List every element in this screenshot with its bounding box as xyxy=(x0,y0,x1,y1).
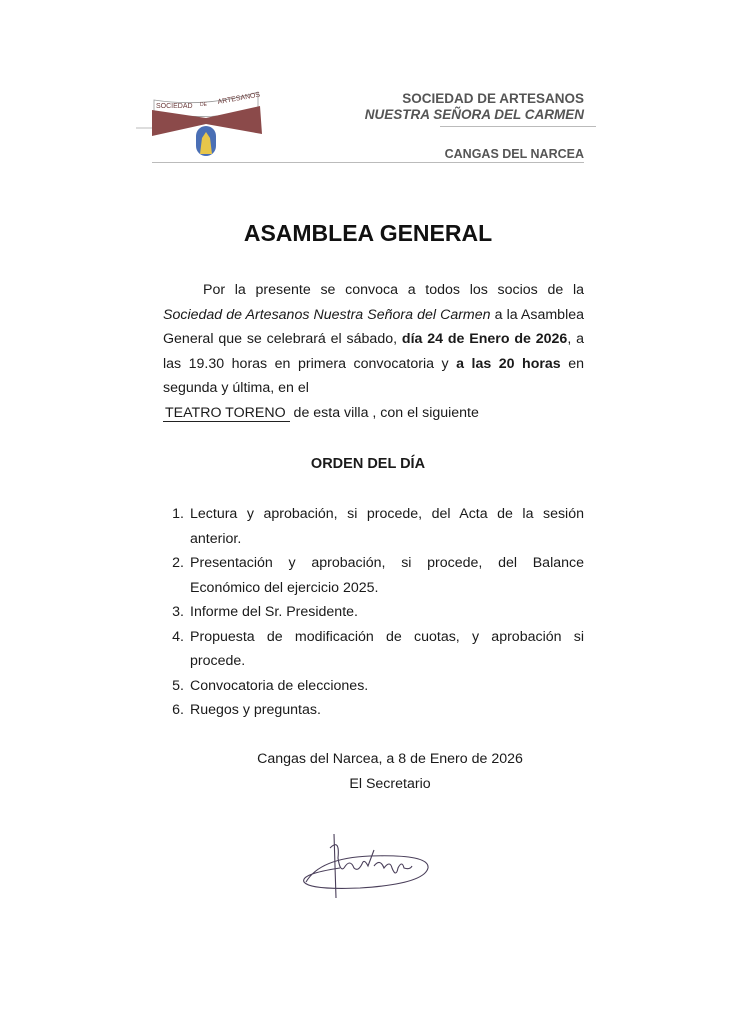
society-name: Sociedad de Artesanos Nuestra Señora del Carmen xyxy=(163,306,491,323)
agenda-item xyxy=(163,502,584,551)
item-text: Propuesta de modificación de cuotas, y aprobación si procede. xyxy=(190,628,584,669)
agenda-item xyxy=(163,625,584,674)
agenda-heading: ORDEN DEL DÍA xyxy=(310,456,426,472)
item-text: Lectura y aprobación, si procede, del Acta de la sesión anterior. xyxy=(190,506,584,547)
intro-text: de esta villa , con el siguiente xyxy=(289,404,479,421)
intro-text: a la Asamblea General que se celebrará el sábado, xyxy=(163,306,584,347)
second-call-time: a las 20 horas xyxy=(456,355,561,372)
item-number: 5. xyxy=(172,677,184,694)
svg-text:SOCIEDAD: SOCIEDAD xyxy=(156,103,193,110)
org-name: SOCIEDAD DE ARTESANOS xyxy=(402,91,584,106)
org-location: CANGAS DEL NARCEA xyxy=(444,147,584,161)
item-text: Informe del Sr. Presidente. xyxy=(190,604,358,620)
svg-text:ARTESANOS: ARTESANOS xyxy=(217,91,261,106)
item-text: Convocatoria de elecciones. xyxy=(190,677,369,694)
item-number: 2. xyxy=(172,555,184,571)
item-number: 4. xyxy=(172,628,184,645)
org-subtitle: NUESTRA SEÑORA DEL CARMEN xyxy=(364,107,584,122)
closing xyxy=(0,747,736,797)
item-number: 1. xyxy=(172,506,184,522)
page-title: ASAMBLEA GENERAL xyxy=(243,220,493,246)
signer-title: El Secretario xyxy=(349,776,431,792)
header-rule-bottom xyxy=(152,162,584,163)
header-rule-top xyxy=(440,126,596,127)
intro-text: , a las 19.30 horas en primera convocatoria y xyxy=(163,331,584,372)
agenda-list xyxy=(163,502,584,723)
intro-text: en segunda y última, en el xyxy=(163,355,584,396)
agenda-item xyxy=(163,698,584,723)
place-date: Cangas del Narcea, a 8 de Enero de 2026 xyxy=(257,751,523,767)
svg-text:DE: DE xyxy=(200,102,207,108)
signature xyxy=(300,828,440,908)
intro-text: Por la presente se convoca a todos los socios de la xyxy=(203,282,584,298)
meeting-date: día 24 de Enero de 2026 xyxy=(401,331,568,347)
convocation-text xyxy=(163,278,584,425)
item-text: Presentación y aprobación, si procede, del Balance Económico del ejercicio 2025. xyxy=(190,555,584,596)
agenda-item xyxy=(163,674,584,699)
agenda-item xyxy=(163,551,584,600)
item-number: 3. xyxy=(172,604,184,620)
item-number: 6. xyxy=(172,702,184,718)
item-text: Ruegos y preguntas. xyxy=(190,702,321,718)
venue: TEATRO TORENO xyxy=(163,405,290,422)
agenda-item xyxy=(163,600,584,625)
society-logo xyxy=(136,88,276,160)
